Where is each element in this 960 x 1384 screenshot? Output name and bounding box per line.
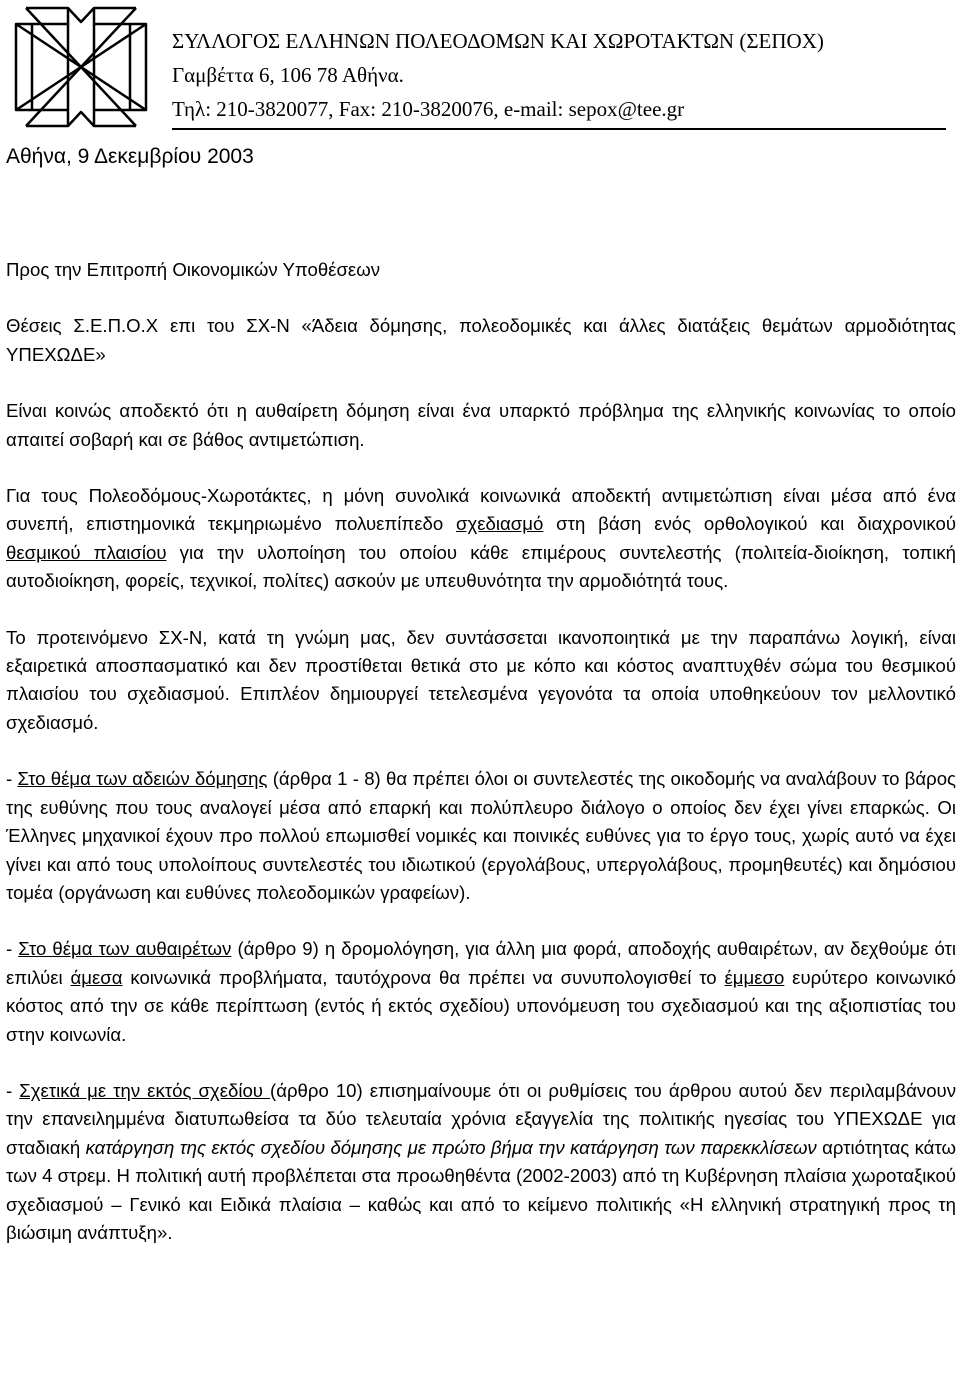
logo-emblem-icon [4, 4, 158, 134]
organization-logo [4, 4, 158, 134]
organization-address: Γαμβέττα 6, 106 78 Αθήνα. [172, 63, 404, 87]
paragraph-6-italic-1: κατάργηση της εκτός σχεδίου δόμησης με πρώτο βήμα την κατάργηση των παρεκκλίσεων [85, 1136, 817, 1158]
paragraph-2 [6, 482, 956, 596]
letter-body [6, 256, 956, 1247]
paragraph-3: Το προτεινόμενο ΣΧ-Ν, κατά τη γνώμη μας, δεν συντάσσεται ικανοποιητικά με την παραπάνω λογική, είναι εξαιρετικά αποσπασματικό και δεν προστίθεται θετικά στο με κόπο και κόστος αναπτυχθέν σώμα του θεσμικού πλαισίου του σχεδιασμού. Επιπλέον δημιουργεί τετελεσμένα γεγονότα τα οποία υποθηκεύουν τον μελλοντικό σχεδιασμό. [6, 626, 956, 733]
paragraph-6-underline-1: Σχετικά με την εκτός σχεδίου [19, 1079, 271, 1101]
recipient: Προς την Επιτροπή Οικονομικών Υποθέσεων [6, 259, 381, 280]
paragraph-6-text-a: (άρθρο 10) επισημαίνουμε ότι οι ρυθμίσεις του άρθρου αυτού δεν περιλαμβάνουν την επανειλημμένα διατυπωθείσα τα δύο τελευταία χρόνια εξαγγελία της πολιτικής ηγεσίας του ΥΠΕΧΩΔΕ για σταδιακή [6, 1079, 956, 1158]
letterhead [172, 24, 952, 126]
paragraph-2-text-a: Για τους Πολεοδόμους-Χωροτάκτες, η μόνη συνολικά κοινωνικά αποδεκτή αντιμετώπιση είναι μέσα από ένα συνεπή, επιστημονικά τεκμηριωμένο πολυεπίπεδο [6, 485, 956, 535]
paragraph-6 [6, 1077, 956, 1247]
paragraph-5-underline-2: άμεσα [70, 966, 123, 988]
paragraph-2-text-c: για την υλοποίηση του οποίου κάθε επιμέρους συντελεστής (πολιτεία-διοίκηση, τοπική αυτοδιοίκηση, φορείς, τεχνικοί, πολίτες) ασκούν με υπευθυνότητα την αρμοδιότητά τους. [6, 541, 956, 592]
paragraph-5-underline-3: έμμεσο [724, 966, 785, 988]
paragraph-4 [6, 765, 956, 907]
paragraph-2-underline-1: σχεδιασμό [456, 513, 544, 535]
paragraph-5-text-a: (άρθρο 9) η δρομολόγηση, για άλλη μια φορά, αποδοχής αυθαιρέτων, αν δεχθούμε ότι επιλύει [6, 938, 957, 988]
paragraph-5 [6, 935, 956, 1049]
paragraph-2-underline-2: θεσμικού πλαισίου [6, 541, 167, 563]
paragraph-4-text-a: (άρθρα 1 - 8) θα πρέπει όλοι οι συντελεστές της οικοδομής να αναλάβουν το βάρος της ευθύνης που τους αναλογεί μέσα από επαρκή και πολύπλευρο διάλογο ο οποίος δεν έχει γίνει επαρκώς. Οι Έλληνες μηχανικοί έχουν προ πολλού επωμισθεί νομικές και ποινικές ευθύνες για το έργο τους, χωρίς αυτό να έχει γίνει και από τους υπολοίπους συντελεστές του ιδιωτικού (εργολάβους, υπεργολάβους, προμηθευτές) και δημόσιου τομέα (οργάνωση και ευθύνες πολεοδομικών γραφείων). [6, 768, 956, 903]
paragraph-5-text-c: ευρύτερο κοινωνικό κόστος από την σε κάθε περίπτωση (εντός ή εκτός σχεδίου) υπονόμευση του σχεδιασμού και της αξιοπιστίας του στην κοινωνία. [6, 966, 956, 1045]
subject: Θέσεις Σ.Ε.Π.Ο.Χ επι του ΣΧ-Ν «Άδεια δόμησης, πολεοδομικές και άλλες διατάξεις θεμάτων αρμοδιότητας ΥΠΕΧΩΔΕ» [6, 315, 956, 365]
paragraph-5-text-b: κοινωνικά προβλήματα, ταυτόχρονα θα πρέπει να συνυπολογισθεί το [122, 966, 725, 988]
paragraph-6-dash: - [6, 1079, 20, 1101]
paragraph-2-text-b: στη βάση ενός ορθολογικού και διαχρονικού [543, 513, 957, 535]
paragraph-5-underline-1: Στο θέμα των αυθαιρέτων [18, 938, 232, 960]
paragraph-5-dash: - [6, 938, 19, 960]
header-rule [172, 128, 946, 130]
paragraph-4-dash: - [6, 768, 18, 790]
paragraph-6-text-b: αρτιότητας κάτω των 4 στρεμ. Η πολιτική αυτή προβλέπεται στα προωθηθέντα (2002-2003) από τη Κυβέρνηση πλαίσια χωροταξικού σχεδιασμού – Γενικό και Ειδικά πλαίσια – καθώς και από το κείμενο πολιτικής «Η ελληνική στρατηγική προς τη βιώσιμη ανάπτυξη». [6, 1136, 956, 1243]
paragraph-4-underline-1: Στο θέμα των αδειών δόμησης [17, 768, 268, 790]
letter-date: Αθήνα, 9 Δεκεμβρίου 2003 [6, 145, 254, 168]
organization-name: ΣΥΛΛΟΓΟΣ ΕΛΛΗΝΩΝ ΠΟΛΕΟΔΟΜΩΝ ΚΑΙ ΧΩΡΟΤΑΚΤΩΝ (ΣΕΠΟΧ) [172, 29, 824, 53]
paragraph-1: Είναι κοινώς αποδεκτό ότι η αυθαίρετη δόμηση είναι ένα υπαρκτό πρόβλημα της ελληνικής κοινωνίας το οποίο απαιτεί σοβαρή και σε βάθος αντιμετώπιση. [6, 400, 956, 450]
organization-contact: Τηλ: 210-3820077, Fax: 210-3820076, e-mail: sepox@tee.gr [172, 97, 685, 121]
